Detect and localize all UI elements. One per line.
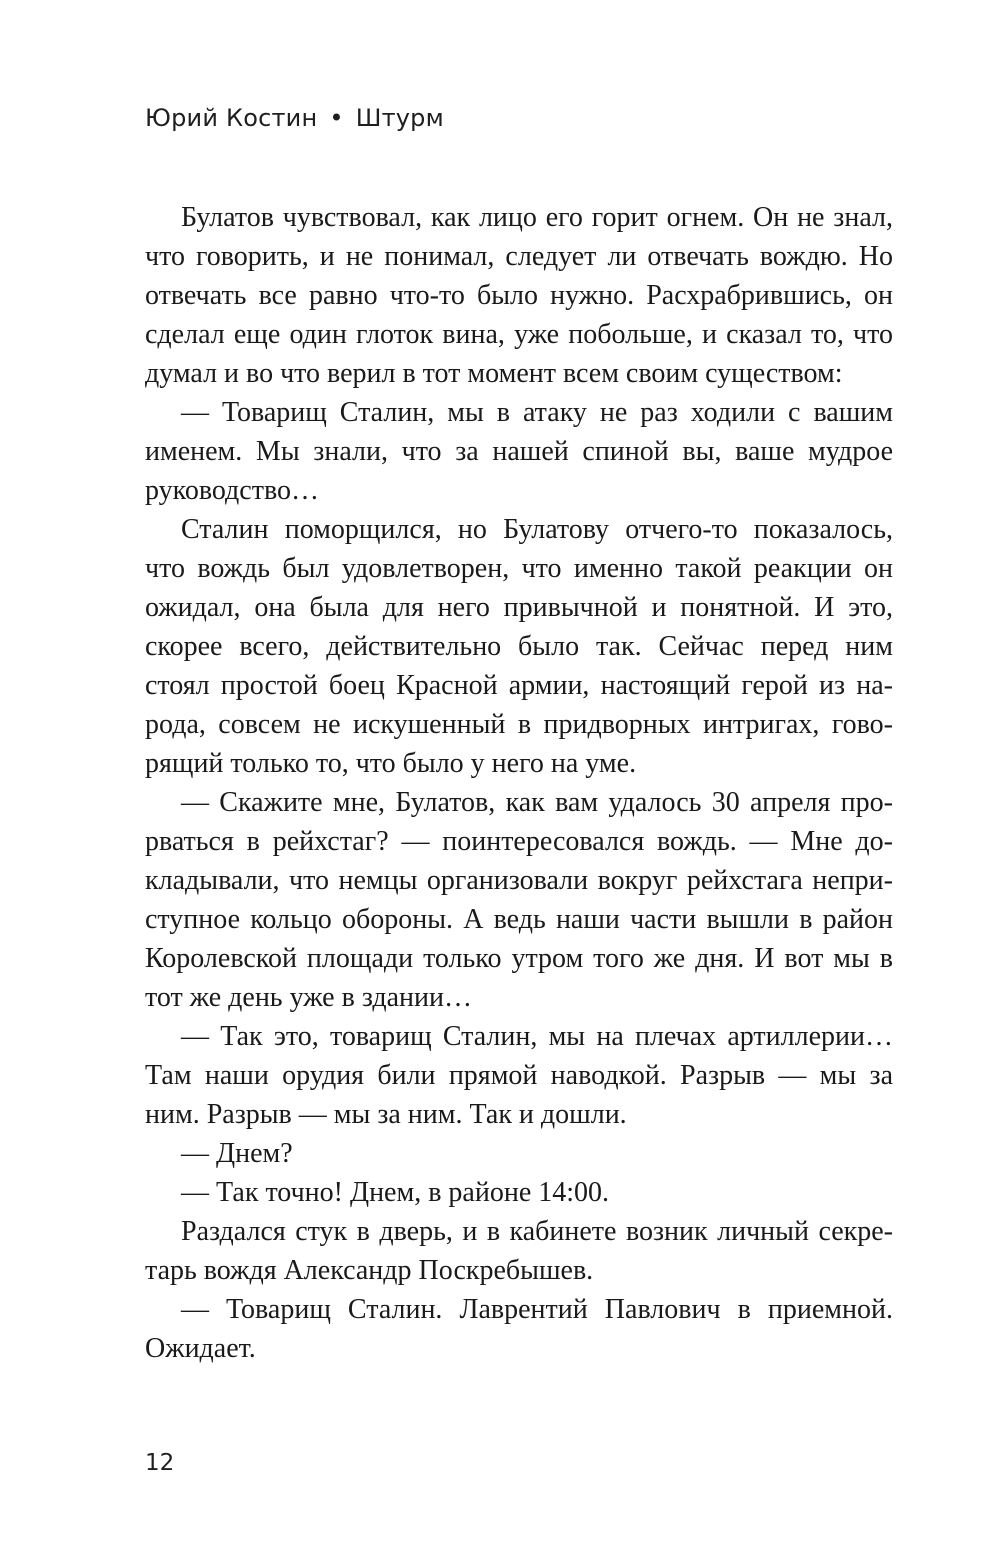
page-number: 12 xyxy=(145,1450,175,1476)
paragraph-6: — Днем? xyxy=(181,1138,293,1169)
paragraph-3: Сталин поморщился, но Булатову отчего-то показалось, что вождь был удовлетворен, что именно такой реакции он ожидал, она была для него привычной и понятной. И это, скорее всего, действительно было так. Сейчас перед ним стоял простой боец Красной армии, настоящий герой из народа, совсем не искушенный в придворных интригах, говорящий только то, что было у него на уме. xyxy=(145,514,893,779)
paragraph-4: — Скажите мне, Булатов, как вам удалось 30 апреля прорваться в рейхстаг? — поинтересовался вождь. — Мне докладывали, что немцы организовали вокруг рейхстага неприступное кольцо обороны. А ведь наши части вышли в район Королевской площади только утром того же дня. И вот мы в тот же день уже в здании… xyxy=(145,787,893,1013)
paragraph-5: — Так это, товарищ Сталин, мы на плечах артиллерии… Там наши орудия били прямой наводкой. Разрыв — мы за ним. Разрыв — мы за ним. Так и дошли. xyxy=(145,1021,893,1130)
paragraph-9: — Товарищ Сталин. Лаврентий Павлович в приемной. Ожидает. xyxy=(145,1294,893,1364)
running-head-title: Штурм xyxy=(355,104,444,132)
paragraph-7: — Так точно! Днем, в районе 14:00. xyxy=(181,1177,610,1208)
running-head xyxy=(145,104,444,132)
text-body xyxy=(145,198,893,1368)
paragraph-8: Раздался стук в дверь, и в кабинете возник личный секретарь вождя Александр Поскребышев. xyxy=(145,1216,893,1286)
running-head-author: Юрий Костин xyxy=(145,104,318,132)
paragraph-2: — Товарищ Сталин, мы в атаку не раз ходили с вашим именем. Мы знали, что за нашей спиной вы, ваше мудрое руководство… xyxy=(145,397,893,506)
paragraph-1: Булатов чувствовал, как лицо его горит огнем. Он не знал, что говорить, и не понимал, следует ли отвечать вождю. Но отвечать все равно что-то было нужно. Расхрабрившись, он сделал еще один глоток вина, уже побольше, и сказал то, что думал и во что верил в тот момент всем своим существом: xyxy=(145,202,893,389)
running-head-separator: • xyxy=(329,104,344,132)
